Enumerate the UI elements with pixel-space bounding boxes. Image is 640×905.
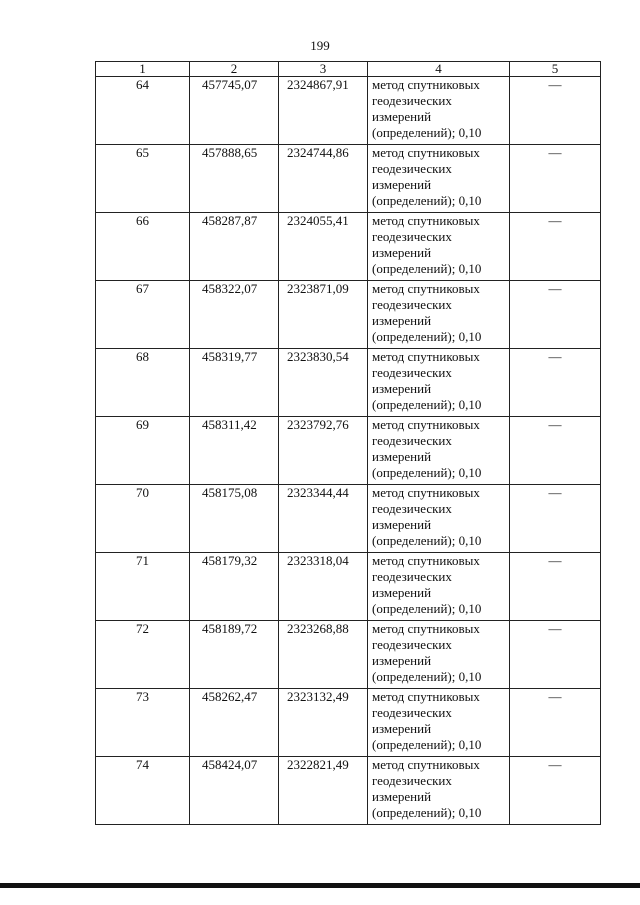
y-coordinate-cell: 2323132,49 — [279, 689, 368, 757]
y-coordinate-cell: 2323830,54 — [279, 349, 368, 417]
header-col-2: 2 — [190, 62, 279, 77]
table-row — [96, 281, 601, 349]
method-cell: метод спутниковых геодезических измерений (определений); 0,10 — [368, 621, 510, 689]
note-cell: — — [510, 621, 601, 689]
x-coordinate-cell: 457745,07 — [190, 77, 279, 145]
x-coordinate-cell: 458262,47 — [190, 689, 279, 757]
method-cell: метод спутниковых геодезических измерений (определений); 0,10 — [368, 349, 510, 417]
point-number-cell: 69 — [96, 417, 190, 485]
point-number-cell: 74 — [96, 757, 190, 825]
header-col-4: 4 — [368, 62, 510, 77]
bottom-rule — [0, 883, 640, 888]
x-coordinate-cell: 458424,07 — [190, 757, 279, 825]
table-row — [96, 213, 601, 281]
note-cell: — — [510, 77, 601, 145]
note-cell: — — [510, 689, 601, 757]
x-coordinate-cell: 458175,08 — [190, 485, 279, 553]
note-cell: — — [510, 145, 601, 213]
point-number-cell: 66 — [96, 213, 190, 281]
y-coordinate-cell: 2324867,91 — [279, 77, 368, 145]
note-cell: — — [510, 213, 601, 281]
header-col-3: 3 — [279, 62, 368, 77]
table-row — [96, 689, 601, 757]
point-number-cell: 73 — [96, 689, 190, 757]
y-coordinate-cell: 2323792,76 — [279, 417, 368, 485]
x-coordinate-cell: 458189,72 — [190, 621, 279, 689]
x-coordinate-cell: 457888,65 — [190, 145, 279, 213]
table-header — [96, 62, 601, 77]
method-cell: метод спутниковых геодезических измерений (определений); 0,10 — [368, 281, 510, 349]
method-cell: метод спутниковых геодезических измерений (определений); 0,10 — [368, 757, 510, 825]
header-col-5: 5 — [510, 62, 601, 77]
point-number-cell: 68 — [96, 349, 190, 417]
y-coordinate-cell: 2323871,09 — [279, 281, 368, 349]
y-coordinate-cell: 2324744,86 — [279, 145, 368, 213]
y-coordinate-cell: 2323344,44 — [279, 485, 368, 553]
point-number-cell: 71 — [96, 553, 190, 621]
x-coordinate-cell: 458179,32 — [190, 553, 279, 621]
x-coordinate-cell: 458311,42 — [190, 417, 279, 485]
method-cell: метод спутниковых геодезических измерений (определений); 0,10 — [368, 77, 510, 145]
note-cell: — — [510, 349, 601, 417]
method-cell: метод спутниковых геодезических измерений (определений); 0,10 — [368, 553, 510, 621]
coordinates-table — [95, 61, 601, 825]
method-cell: метод спутниковых геодезических измерений (определений); 0,10 — [368, 485, 510, 553]
header-col-1: 1 — [96, 62, 190, 77]
table-row — [96, 77, 601, 145]
note-cell: — — [510, 485, 601, 553]
header-row — [96, 62, 601, 77]
table-row — [96, 757, 601, 825]
point-number-cell: 65 — [96, 145, 190, 213]
x-coordinate-cell: 458287,87 — [190, 213, 279, 281]
y-coordinate-cell: 2324055,41 — [279, 213, 368, 281]
x-coordinate-cell: 458319,77 — [190, 349, 279, 417]
y-coordinate-cell: 2322821,49 — [279, 757, 368, 825]
y-coordinate-cell: 2323268,88 — [279, 621, 368, 689]
note-cell: — — [510, 417, 601, 485]
method-cell: метод спутниковых геодезических измерений (определений); 0,10 — [368, 689, 510, 757]
table-row — [96, 417, 601, 485]
point-number-cell: 70 — [96, 485, 190, 553]
method-cell: метод спутниковых геодезических измерений (определений); 0,10 — [368, 145, 510, 213]
note-cell: — — [510, 281, 601, 349]
point-number-cell: 72 — [96, 621, 190, 689]
point-number-cell: 67 — [96, 281, 190, 349]
table-row — [96, 485, 601, 553]
table-row — [96, 621, 601, 689]
table-body — [96, 77, 601, 825]
point-number-cell: 64 — [96, 77, 190, 145]
x-coordinate-cell: 458322,07 — [190, 281, 279, 349]
table-row — [96, 349, 601, 417]
table-row — [96, 553, 601, 621]
method-cell: метод спутниковых геодезических измерений (определений); 0,10 — [368, 213, 510, 281]
table-row — [96, 145, 601, 213]
page-number: 199 — [310, 38, 330, 53]
note-cell: — — [510, 757, 601, 825]
y-coordinate-cell: 2323318,04 — [279, 553, 368, 621]
method-cell: метод спутниковых геодезических измерений (определений); 0,10 — [368, 417, 510, 485]
note-cell: — — [510, 553, 601, 621]
